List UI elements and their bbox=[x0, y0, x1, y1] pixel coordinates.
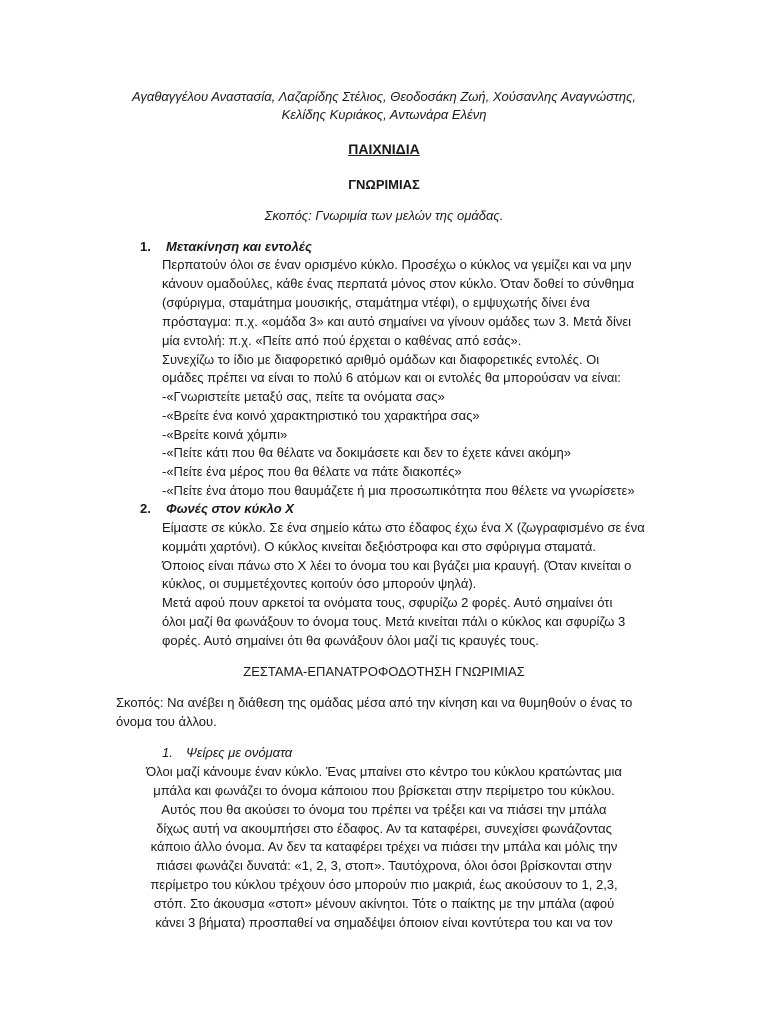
text-line: -«Βρείτε ένα κοινό χαρακτηριστικό του χαρακτήρα σας» bbox=[162, 408, 480, 423]
text-line: μία εντολή: π.χ. «Πείτε από πού έρχεται ο καθένας από εσάς». bbox=[162, 333, 522, 348]
text-line: στόπ. Στο άκουσμα «στοπ» μένουν ακίνητοι. Τότε ο παίκτης με την μπάλα (αφού bbox=[153, 896, 615, 911]
text-line: κύκλος, οι συμμετέχοντες κοιτούν όσο μπορούν ψηλά). bbox=[162, 576, 477, 591]
text-line: (σφύριγμα, σταμάτημα μουσικής, σταμάτημα ντέφι), ο εμψυχωτής δίνει ένα bbox=[162, 295, 591, 310]
text-line: Είμαστε σε κύκλο. Σε ένα σημείο κάτω στο έδαφος έχω ένα Χ (ζωγραφισμένο σε ένα bbox=[162, 520, 645, 535]
text-line: μπάλα και φωνάζει το όνομα κάποιου που βρίσκεται στην περίμετρο του κύκλου. bbox=[153, 783, 615, 798]
text-line: όλοι μαζί θα φωνάξουν το όνομα τους. Μετά κινείται πάλι ο κύκλος και σφυρίζω 3 bbox=[162, 614, 626, 629]
section-purpose-line: όνομα του άλλου. bbox=[116, 714, 217, 729]
list-number: 2. bbox=[140, 501, 151, 516]
text-line: δίχως αυτή να ακουμπήσει στο έδαφος. Αν τα καταφέρει, συνεχίσει φωνάζοντας bbox=[156, 821, 612, 836]
text-line: -«Βρείτε κοινά χόμπι» bbox=[162, 427, 288, 442]
game-title: Μετακίνηση και εντολές bbox=[166, 239, 312, 254]
text-line: -«Πείτε ένα μέρος που θα θέλατε να πάτε διακοπές» bbox=[162, 464, 462, 479]
text-line: Όποιος είναι πάνω στο Χ λέει το όνομα του και βγάζει μια κραυγή. (Όταν κινείται ο bbox=[162, 558, 632, 573]
text-line: περίμετρο του κύκλου τρέχουν όσο μπορούν πιο μακριά, έως ακούσουν το 1, 2,3, bbox=[150, 877, 618, 892]
authors-line-2: Κελίδης Κυριάκος, Αντωνάρα Ελένη bbox=[281, 107, 487, 122]
list-number: 1. bbox=[140, 239, 151, 254]
text-line: κάνουν ομαδούλες, κάθε ένας περπατά μόνος στον κύκλο. Όταν δοθεί το σύνθημα bbox=[162, 276, 634, 291]
section-purpose: Σκοπός: Γνωριμία των μελών της ομάδας. bbox=[264, 208, 504, 223]
text-line: Μετά αφού πουν αρκετοί τα ονόματα τους, σφυρίζω 2 φορές. Αυτό σημαίνει ότι bbox=[162, 595, 613, 610]
text-line: κάποιο άλλο όνομα. Αν δεν τα καταφέρει τρέχει να πιάσει την μπάλα και μόλις την bbox=[150, 839, 618, 854]
text-line: -«Γνωριστείτε μεταξύ σας, πείτε τα ονόματα σας» bbox=[162, 389, 445, 404]
text-line: κομμάτι χαρτόνι). Ο κύκλος κινείται δεξιόστροφα και στο σφύριγμα σταματά. bbox=[162, 539, 597, 554]
list-number: 1. bbox=[162, 745, 173, 760]
text-line: -«Πείτε κάτι που θα θέλατε να δοκιμάσετε και δεν το έχετε κάνει ακόμη» bbox=[162, 445, 571, 460]
game-title: Φωνές στον κύκλο Χ bbox=[166, 501, 294, 516]
text-line: πρόσταγμα: π.χ. «ομάδα 3» και αυτό σημαίνει να γίνουν ομάδες των 3. Μετά δίνει bbox=[162, 314, 632, 329]
text-line: Αυτός που θα ακούσει το όνομα του πρέπει να τρέξει και να πιάσει την μπάλα bbox=[161, 802, 607, 817]
authors-line-1: Αγαθαγγέλου Αναστασία, Λαζαρίδης Στέλιος, Θεοδοσάκη Ζωή, Χούσανλης Αναγνώστης, bbox=[131, 89, 637, 104]
text-line: φορές. Αυτό σημαίνει ότι θα φωνάξουν όλοι μαζί τις κραυγές τους. bbox=[162, 633, 539, 648]
text-line: κάνει 3 βήματα) προσπαθεί να σημαδέψει όποιον είναι κοντύτερα του και να τον bbox=[155, 915, 613, 930]
section-heading-warmup: ΖΕΣΤΑΜΑ-ΕΠΑΝΑΤΡΟΦΟΔΟΤΗΣΗ ΓΝΩΡΙΜΙΑΣ bbox=[243, 664, 525, 679]
document-title: ΠΑΙΧΝΙΔΙΑ bbox=[348, 141, 420, 157]
game-title: Ψείρες με ονόματα bbox=[186, 745, 293, 760]
section-purpose-line: Σκοπός: Να ανέβει η διάθεση της ομάδας μέσα από την κίνηση και να θυμηθούν ο ένας το bbox=[116, 695, 633, 710]
text-line: -«Πείτε ένα άτομο που θαυμάζετε ή μια προσωπικότητα που θέλετε να γνωρίσετε» bbox=[162, 483, 635, 498]
text-line: πιάσει φωνάζει δυνατά: «1, 2, 3, στοπ». Ταυτόχρονα, όλοι όσοι βρίσκονται στην bbox=[156, 858, 612, 873]
text-line: Περπατούν όλοι σε έναν ορισμένο κύκλο. Προσέχω ο κύκλος να γεμίζει και να μην bbox=[162, 257, 632, 272]
section-heading-introductions: ΓΝΩΡΙΜΙΑΣ bbox=[348, 177, 420, 192]
text-line: Όλοι μαζί κάνουμε έναν κύκλο. Ένας μπαίνει στο κέντρο του κύκλου κρατώντας μια bbox=[146, 764, 622, 779]
text-line: Συνεχίζω το ίδιο με διαφορετικό αριθμό ομάδων και διαφορετικές εντολές. Οι bbox=[162, 352, 600, 367]
text-line: ομάδες πρέπει να είναι το πολύ 6 ατόμων και οι εντολές θα μπορούσαν να είναι: bbox=[162, 370, 621, 385]
